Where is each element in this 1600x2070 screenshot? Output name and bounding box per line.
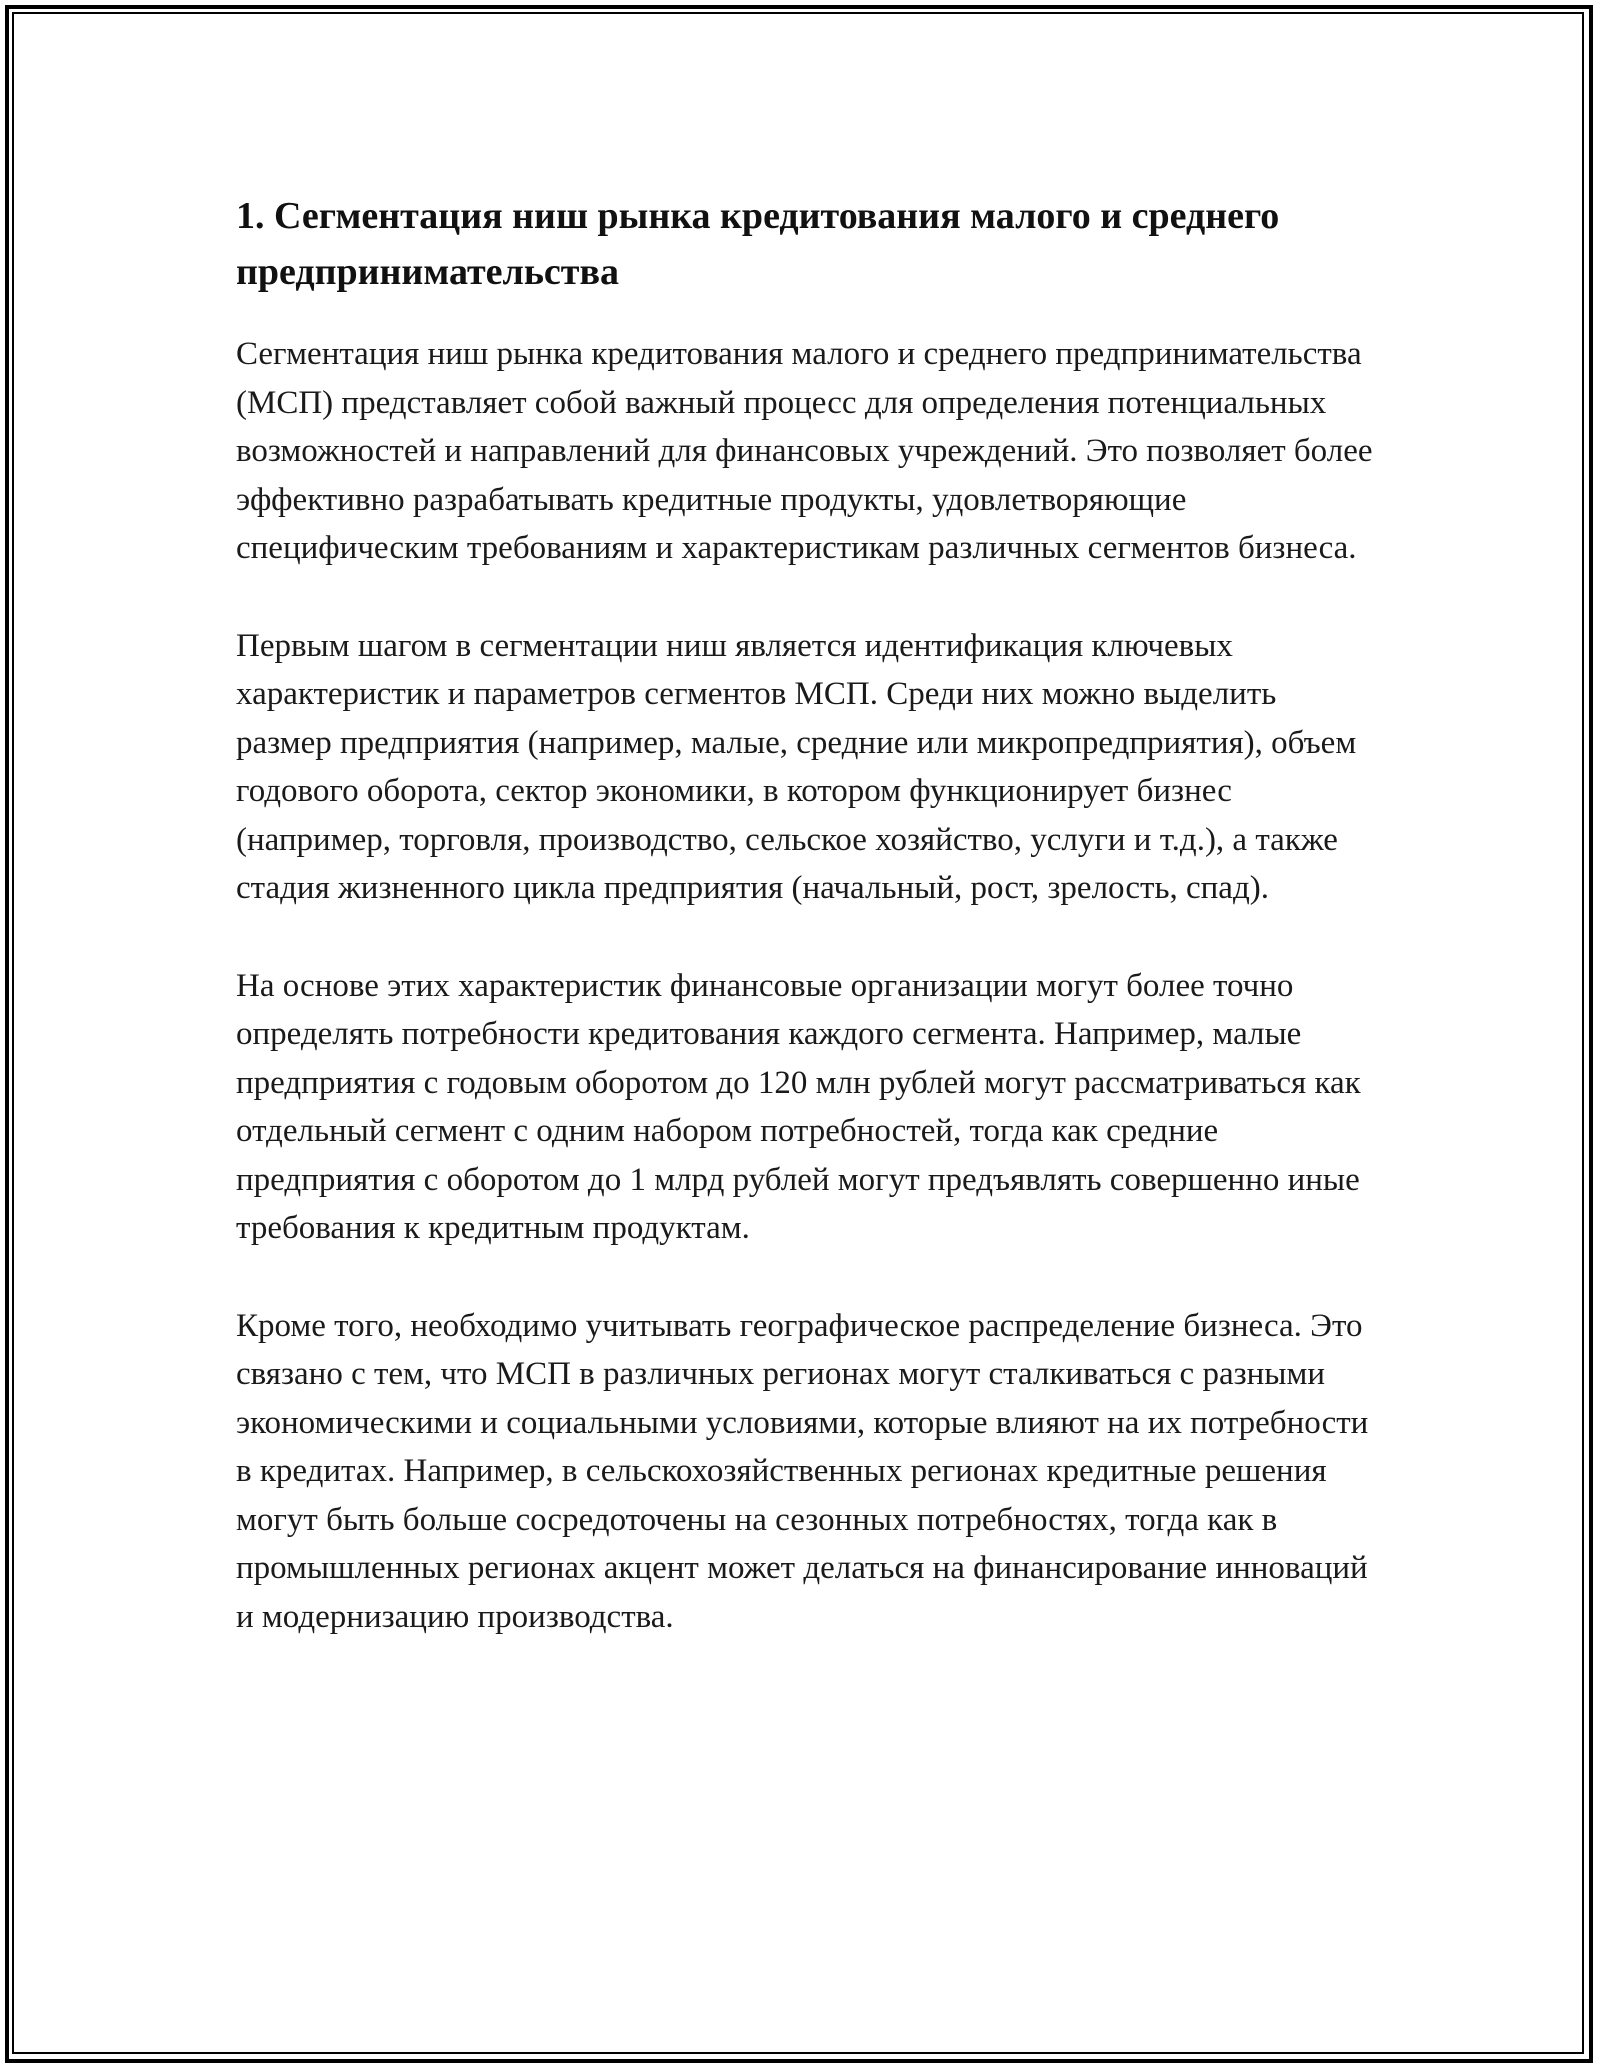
section-title: 1. Сегментация ниш рынка кредитования малого и среднего предпринимательства — [236, 195, 1280, 293]
paragraph-credit-needs: На основе этих характеристик финансовые организации могут более точно определять потребности кредитования каждого сегмента. Например, малые предприятия с годовым оборотом до 120 млн рублей могут рассматриваться как отдельный сегмент с одним набором потребностей, тогда как средние предприятия с оборотом до 1 млрд рублей могут предъявлять совершенно иные требования к кредитным продуктам. — [236, 967, 1361, 1246]
document-body — [236, 188, 1376, 1690]
paragraph-geography: Кроме того, необходимо учитывать географическое распределение бизнеса. Это связано с тем, что МСП в различных регионах могут сталкиваться с разными экономическими и социальными условиями, которые влияют на их потребности в кредитах. Например, в сельскохозяйственных регионах кредитные решения могут быть больше сосредоточены на сезонных потребностях, тогда как в промышленных регионах акцент может делаться на финансирование инноваций и модернизацию производства. — [236, 1307, 1369, 1635]
paragraph-intro: Сегментация ниш рынка кредитования малого и среднего предпринимательства (МСП) представляет собой важный процесс для определения потенциальных возможностей и направлений для финансовых учреждений. Это позволяет более эффективно разрабатывать кредитные продукты, удовлетворяющие специфическим требованиям и характеристикам различных сегментов бизнеса. — [236, 336, 1373, 566]
paragraph-segment-characteristics: Первым шагом в сегментации ниш является идентификация ключевых характеристик и параметров сегментов МСП. Среди них можно выделить размер предприятия (например, малые, средние или микропредприятия), объем годового оборота, сектор экономики, в котором функционирует бизнес (например, торговля, производство, сельское хозяйство, услуги и т.д.), а также стадия жизненного цикла предприятия (начальный, рост, зрелость, спад). — [236, 627, 1357, 906]
